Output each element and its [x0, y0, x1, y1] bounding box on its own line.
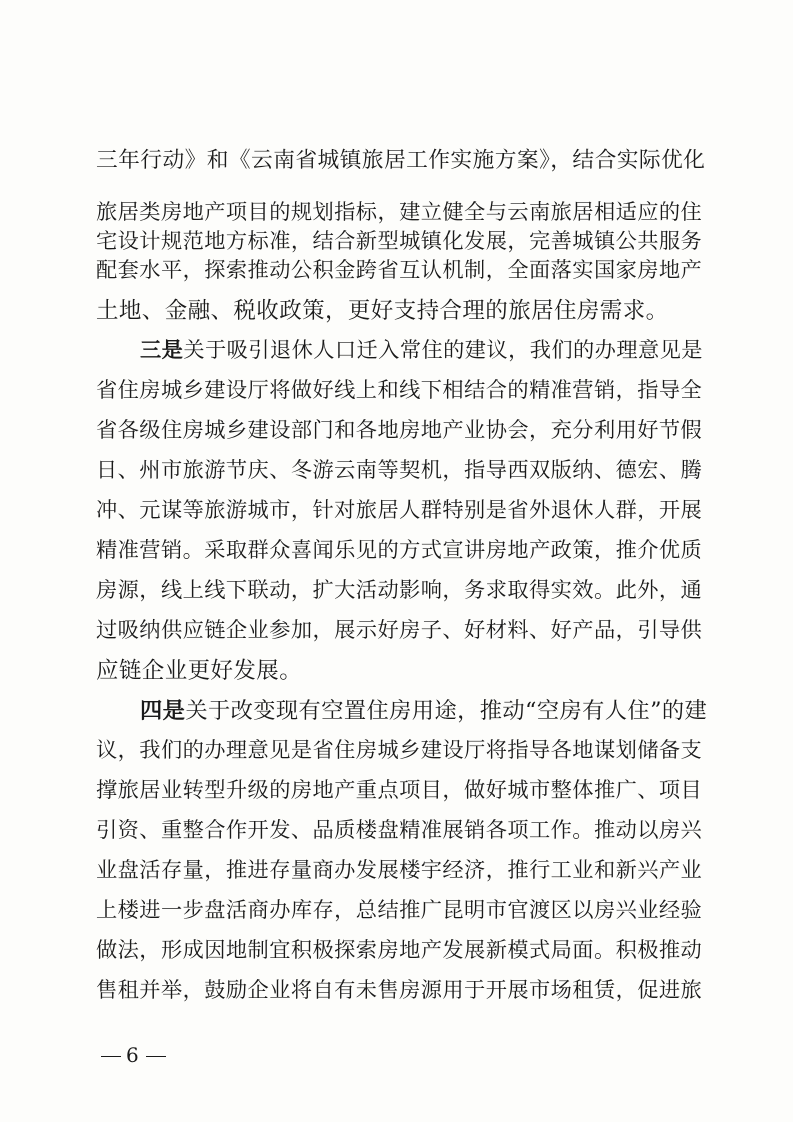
text-line: 三年行动》和《云南省城镇旅居工作实施方案》，结合实际优化 — [96, 148, 706, 173]
text-line: 过吸纳供应链企业参加，展示好房子、好材料、好产品，引导供 — [96, 618, 703, 643]
text-line: 业盘活存量，推进存量商办发展楼宇经济，推行工业和新兴产业 — [96, 858, 703, 883]
text-line: 旅居类房地产项目的规划指标，建立健全与云南旅居相适应的住 — [96, 200, 703, 225]
text-line — [140, 336, 703, 366]
paragraph-lead: 三是 — [140, 338, 184, 363]
dash-right — [146, 1056, 166, 1058]
text-line: 精准营销。采取群众喜闻乐见的方式宣讲房地产政策，推介优质 — [96, 538, 703, 563]
text-line: 冲、元谋等旅游城市，针对旅居人群特别是省外退休人群，开展 — [96, 498, 703, 523]
text-line: 售租并举，鼓励企业将自有未售房源用于开展市场租赁，促进旅 — [96, 978, 703, 1003]
page-number — [96, 1042, 171, 1068]
dash-left — [101, 1056, 121, 1058]
text-line: 省住房城乡建设厅将做好线上和线下相结合的精准营销，指导全 — [96, 378, 703, 403]
text-line-content: 关于改变现有空置住房用途，推动“空房有人住”的建 — [185, 698, 708, 724]
text-line: 日、州市旅游节庆、冬游云南等契机，指导西双版纳、德宏、腾 — [96, 458, 703, 483]
text-line: 房源，线上线下联动，扩大活动影响，务求取得实效。此外，通 — [96, 578, 703, 603]
paragraph-lead: 四是 — [140, 698, 186, 724]
page-number-value: 6 — [126, 1043, 141, 1067]
text-line: 上楼进一步盘活商办库存，总结推广昆明市官渡区以房兴业经验 — [96, 898, 703, 923]
text-line: 做法，形成因地制宜积极探索房地产发展新模式局面。积极推动 — [96, 938, 703, 963]
text-line: 应链企业更好发展。 — [96, 658, 303, 684]
text-line: 撑旅居业转型升级的房地产重点项目，做好城市整体推广、项目 — [96, 778, 703, 803]
text-line: 议，我们的办理意见是省住房城乡建设厅将指导各地谋划储备支 — [96, 738, 703, 763]
text-line: 土地、金融、税收政策，更好支持合理的旅居住房需求。 — [96, 298, 669, 324]
text-line: 省各级住房城乡建设部门和各地房地产业协会，充分利用好节假 — [96, 418, 703, 443]
text-line-content: 关于吸引退休人口迁入常住的建议，我们的办理意见是 — [183, 338, 703, 363]
text-line: 宅设计规范地方标准，结合新型城镇化发展，完善城镇公共服务 — [96, 229, 703, 254]
text-line: 配套水平，探索推动公积金跨省互认机制，全面落实国家房地产 — [96, 258, 703, 283]
text-line — [140, 696, 707, 726]
text-line: 引资、重整合作开发、品质楼盘精准展销各项工作。推动以房兴 — [96, 818, 703, 843]
